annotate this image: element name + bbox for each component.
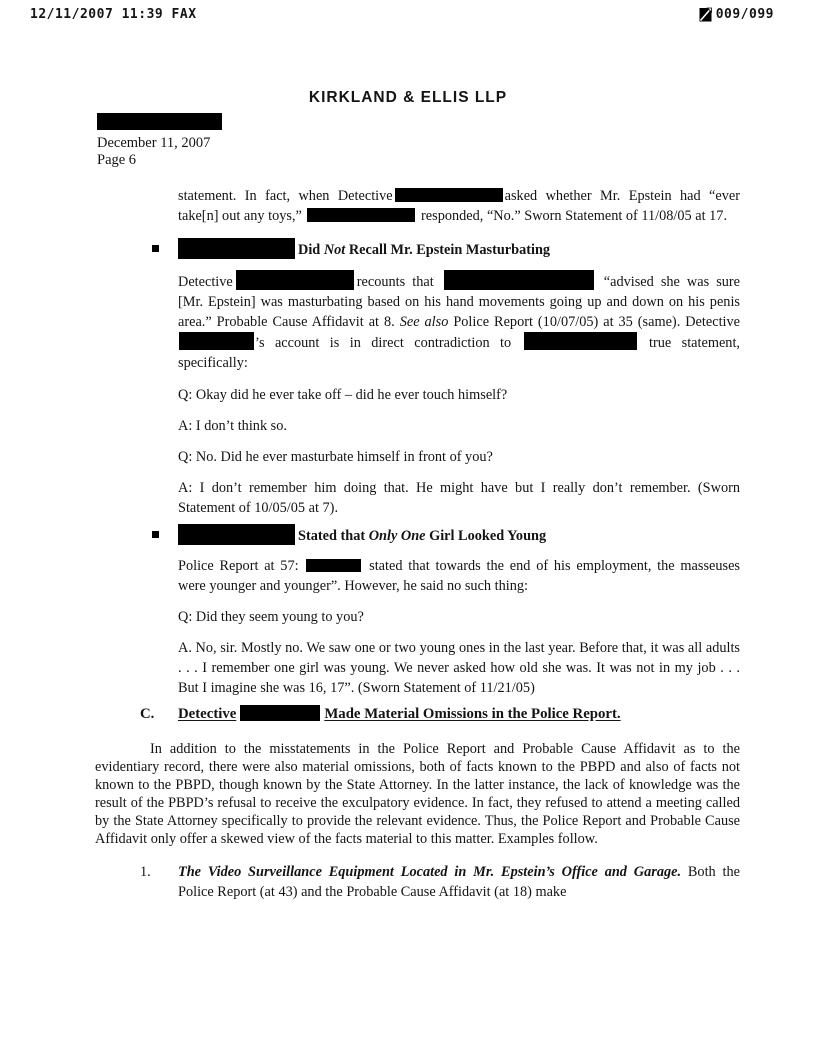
qa-line: A. No, sir. Mostly no. We saw one or two young ones in the last year. Before that, it was all adults . . . I remember one girl was young. We never asked how old she was. It was not in my job . . . But I imagine she was 16, 17”. (Sworn Statement of 11/21/05) <box>178 640 740 696</box>
heading-text: Girl Looked Young <box>425 528 547 544</box>
bullet-icon <box>152 245 159 252</box>
qa-line: A: I don’t remember him doing that. He might have but I really don’t remember. (Sworn Statement of 10/05/05 at 7). <box>178 480 740 516</box>
document-body <box>95 186 740 902</box>
redaction-bar <box>307 208 415 222</box>
section-heading-text: Detective <box>178 706 237 722</box>
redaction-bar <box>306 559 361 572</box>
address-block <box>97 113 222 168</box>
redaction-bar <box>395 188 503 202</box>
qa-line: Q: Okay did he ever take off – did he ever touch himself? <box>178 387 508 403</box>
heading-text-emphasis: Not <box>323 242 346 258</box>
bullet-heading <box>95 524 740 546</box>
section-heading <box>95 704 740 724</box>
body-text: true statement, specifically: <box>178 335 740 371</box>
heading-text: Stated that <box>298 528 369 544</box>
body-text: asked whether Mr. Epstein had “ever take[n] out any toys,” <box>178 188 740 224</box>
item-number: 1. <box>140 864 151 880</box>
letter-date: December 11, 2007 <box>97 135 211 151</box>
body-text: stated that towards the end of his employment, the masseuses were younger and younger”. However, he said no such thing: <box>178 558 740 594</box>
body-text: statement. In fact, when Detective <box>178 188 393 204</box>
redaction-bar <box>178 238 295 259</box>
redaction-bar <box>236 270 354 290</box>
fax-page-icon <box>699 7 712 22</box>
redaction-bar <box>524 332 637 350</box>
body-text: Police Report at 57: <box>178 558 299 574</box>
body-text: “advised she was sure [Mr. Epstein] was masturbating based on his hand movements going up and down on his penis area.” Probable Cause Affidavit at 8. <box>178 274 741 330</box>
page-number-label: Page 6 <box>97 151 137 168</box>
paragraph <box>178 270 740 373</box>
body-text-citation: See also <box>399 314 449 330</box>
section-heading-text: Made Material Omissions in the Police Report. <box>324 706 621 722</box>
fax-counter-text: 009/099 <box>715 7 774 22</box>
body-text: ’s account is in direct contradiction to <box>255 335 512 351</box>
qa-line: A: I don’t think so. <box>178 418 287 434</box>
qa-line: Q: Did they seem young to you? <box>178 609 364 625</box>
section-letter: C. <box>140 706 155 722</box>
heading-text: Recall Mr. Epstein Masturbating <box>345 242 551 258</box>
redaction-bar <box>178 524 295 545</box>
heading-text-emphasis: Only One <box>368 528 426 544</box>
redaction-bar <box>444 270 594 290</box>
body-text: Police Report (10/07/05) at 35 (same). Detective <box>448 314 741 330</box>
bullet-heading <box>95 238 740 260</box>
fax-page-counter <box>699 7 774 22</box>
item-body <box>178 862 740 902</box>
redaction-bar <box>179 332 254 350</box>
paragraph <box>178 556 740 596</box>
item-title: The Video Surveillance Equipment Located in Mr. Epstein’s Office and Garage. <box>178 864 682 880</box>
redaction-bar <box>240 705 320 721</box>
fax-header <box>30 7 774 22</box>
fax-timestamp: 12/11/2007 11:39 FAX <box>30 7 197 22</box>
body-text: Both the Police Report (at 43) and the Probable Cause Affidavit (at 18) make <box>178 864 740 900</box>
bullet-icon <box>152 531 159 538</box>
qa-line: Q: No. Did he ever masturbate himself in front of you? <box>178 449 493 465</box>
body-text: recounts that <box>356 274 434 290</box>
paragraph: In addition to the misstatements in the Police Report and Probable Cause Affidavit as to the evidentiary record, there were also material omissions, both of facts known to the PBPD and also of facts not known to the PBPD, though known by the State Attorney. In the latter instance, the lack of knowledge was the result of the PBPD’s refusal to receive the exculpatory evidence. In fact, they refused to attend a meeting called by the State Attorney specifically to provide the relevant evidence. Thus, the Police Report and Probable Cause Affidavit only offer a skewed view of the facts material to this matter. Examples follow. <box>95 741 740 847</box>
letterhead-firm-name: KIRKLAND & ELLIS LLP <box>308 89 508 106</box>
numbered-item <box>95 862 740 902</box>
redaction-bar <box>97 113 222 130</box>
body-text: Detective <box>178 274 233 290</box>
body-text: responded, “No.” Sworn Statement of 11/08/05 at 17. <box>421 208 728 224</box>
paragraph <box>178 186 740 226</box>
heading-text: Did <box>298 242 324 258</box>
